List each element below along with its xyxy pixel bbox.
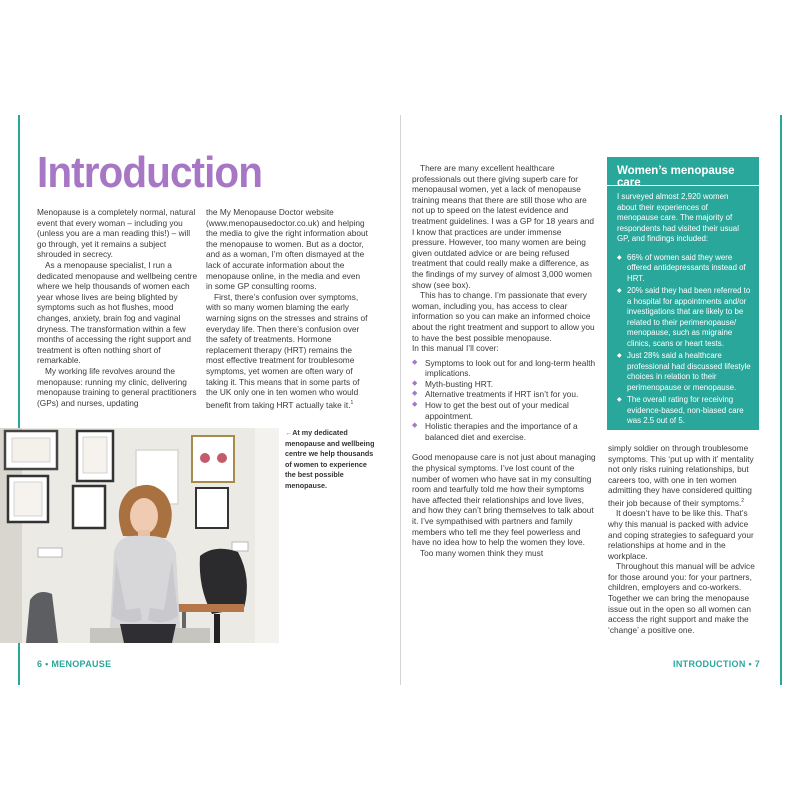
paragraph [608, 443, 758, 508]
list-item: ◆ 66% of women said they were offered antidepressants instead of HRT. [617, 253, 751, 285]
body-column-4 [608, 443, 758, 635]
sidebar-title: Women’s menopause care [617, 165, 735, 189]
paragraph: Too many women think they must [420, 547, 544, 558]
list-item: ◆ Myth-busting HRT. [412, 379, 597, 390]
list-item: ◆ Symptoms to look out for and long-term health implications. [412, 358, 597, 379]
page-title: Introduction [37, 148, 263, 197]
footnote-ref: 1 [350, 399, 354, 406]
folio-right: INTRODUCTION • 7 [673, 659, 760, 669]
paragraph: Good menopause care is not just about managing the physical symptoms. I’ve lost count of the number of women who have sat in my consulting room and tearfully told me how their symptoms have affected their relationships and love lives, and how they can’t bring themselves to talk about it. I’ve sympathised with partners and family members who tell me they feel powerless and have no idea how to help the women they love. [412, 452, 596, 548]
folio-left: 6 • MENOPAUSE [37, 659, 112, 669]
list-item: ◆ Just 28% said a healthcare professional had discussed lifestyle choices in relation to their perimenopause or menopause. [617, 351, 751, 393]
clinic-photo [0, 428, 279, 643]
sidebar-intro: I surveyed almost 2,920 women about their experiences of menopause care. The majority of respondents had visited their usual GP, and findings included: [617, 192, 739, 243]
paragraph: the My Menopause Doctor website (www.menopausedoctor.co.uk) and helping the media to give the right information about the menopause to women. But as a doctor, and as a woman, I’m often dismayed at the lack of accurate information about the menopause online, in the media and even in some GP consulting rooms. [206, 207, 368, 292]
footnote-ref: 2 [741, 497, 745, 504]
paragraph: This has to change. I’m passionate that every woman, including you, has access to clear information so you can make an informed choice about the right treatment and support to allow you to have the best possible menopause. [412, 290, 595, 343]
paragraph: It doesn’t have to be like this. That’s why this manual is packed with advice and coping strategies to safeguard your relationships at home and in the workplace. [608, 508, 754, 561]
paragraph: There are many excellent healthcare professionals out there giving superb care for menopausal women, yet a lack of menopause training means that there are still those who are not up to speed on the latest evidence and treatment guidelines. I was a GP for 18 years and I know that practices are under immense pressure. However, too many women are being given outdated advice or are being refused treatment that could really make a difference, as the findings of my survey of almost 3,000 women show (see box). [412, 163, 595, 290]
paragraph: Menopause is a completely normal, natural event that every woman – including you (unless you are a man reading this!) – will go through, yet it remains a subject shrouded in secrecy. [37, 207, 196, 260]
body-column-3 [412, 163, 597, 558]
paragraph-text: First, there’s confusion over symptoms, with so many women blaming the early warning signs on the stresses and strains of everyday life. Then there’s confusion over the safety of treatments. Hormone replacement therapy (HRT) remains the most effective treatment for troublesome symptoms, yet women are often wary of taking it. This means that in some parts of the UK only one in ten women who would benefit from taking HRT actually take it. [206, 291, 368, 410]
paragraph: My working life revolves around the menopause: running my clinic, delivering menopause training to general practitioners (GPs) and nurses, updating [37, 365, 197, 408]
book-spine [400, 115, 401, 685]
paragraph: In this manual I’ll cover: [412, 343, 499, 354]
list-item: ◆ 20% said they had been referred to a hospital for appointments and/or investigations that are likely to be related to their perimenopause/ menopause, such as migraine clinics, scans or heart tests. [617, 286, 751, 349]
paragraph: Throughout this manual will be advice for those around you: for your partners, children, employers and co-workers. Together we can bring the menopause issue out in the open so all women can access the right support and make the ‘change’ a positive one. [608, 561, 755, 635]
caption-text: At my dedicated menopause and wellbeing centre we help thousands of women to experience the best possible menopause. [285, 428, 375, 490]
paragraph-text: simply soldier on through troublesome symptoms. This ‘put up with it’ mentality not only risks ruining relationships, but careers too, with one in ten women admitting they have considered quitting their job because of their symptoms. [608, 443, 754, 508]
body-column-1 [37, 207, 200, 408]
survey-sidebar-box [607, 157, 759, 430]
paragraph: As a menopause specialist, I run a dedicated menopause and wellbeing centre where we help thousands of women each year whose lives are being blighted by symptoms such as hot flushes, mood changes, anxiety, brain fog and vaginal dryness. The transformation within a few months of accessing the right support and treatment is often nothing short of remarkable. [37, 259, 198, 366]
list-item: ◆ The overall rating for receiving evidence-based, non-biased care was 2.5 out of 5. [617, 395, 751, 427]
photo-caption [285, 428, 375, 491]
paragraph [206, 292, 368, 410]
list-item: ◆ Alternative treatments if HRT isn’t for you. [412, 389, 597, 400]
right-page-edge-rule [780, 115, 782, 685]
body-column-2 [206, 207, 368, 410]
caption-arrow-icon: ← [285, 428, 293, 437]
list-item: ◆ How to get the best out of your medical appointment. [412, 400, 597, 421]
manual-topics-list [412, 358, 597, 443]
survey-findings-list [607, 253, 759, 427]
list-item: ◆ Holistic therapies and the importance of a balanced diet and exercise. [412, 421, 597, 442]
doctor-in-office-image [0, 428, 279, 643]
